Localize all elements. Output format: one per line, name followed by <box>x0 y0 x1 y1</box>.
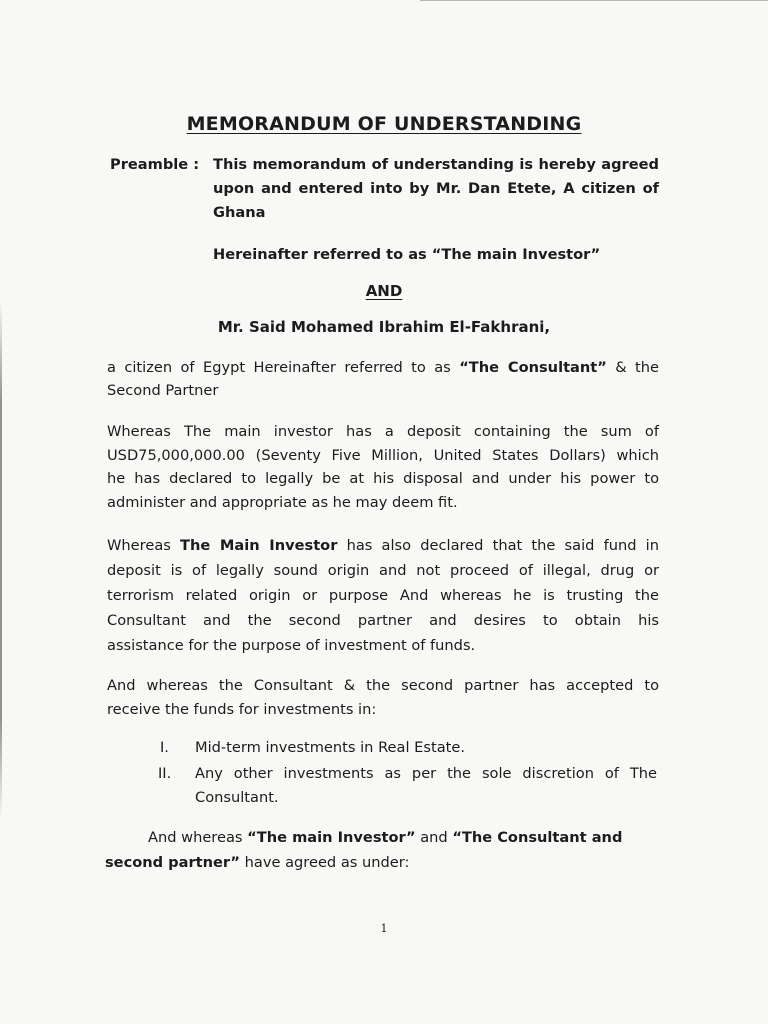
and-heading: AND <box>365 282 403 300</box>
paragraph-line: And whereas “The main Investor” and “The Consultant and <box>148 829 623 846</box>
preamble-text <box>213 153 659 225</box>
document-title: MEMORANDUM OF UNDERSTANDING <box>186 113 582 135</box>
hereinafter-main-investor: Hereinafter referred to as “The main Investor” <box>213 246 601 263</box>
list-item-text <box>195 762 657 810</box>
paragraph-line: USD75,000,000.00 (Seventy Five Million, United States Dollars) which <box>107 446 659 464</box>
final-paragraph-line1 <box>148 826 655 850</box>
list-item-line: Consultant. <box>195 789 279 806</box>
list-number: II. <box>158 765 172 782</box>
consultant-line: Second Partner <box>107 382 219 399</box>
paragraph-line: Whereas The Main Investor has also declared that the said fund in <box>107 537 659 554</box>
preamble-line: Ghana <box>213 204 266 221</box>
list-number: I. <box>160 739 169 756</box>
paragraph-line: deposit is of legally sound origin and not proceed of illegal, drug or <box>107 562 659 579</box>
paragraph-line: receive the funds for investments in: <box>107 700 377 718</box>
paragraph-line: administer and appropriate as he may deem fit. <box>107 493 458 511</box>
whereas-accepted-paragraph <box>107 674 659 721</box>
preamble-line: upon and entered into by Mr. Dan Etete, A citizen of <box>213 180 659 197</box>
list-item-text: Mid-term investments in Real Estate. <box>195 739 465 756</box>
scan-edge-left <box>0 300 2 820</box>
paragraph-line: he has declared to legally be at his disposal and under his power to <box>107 470 659 487</box>
final-paragraph-line2: second partner” have agreed as under: <box>105 854 410 871</box>
paragraph-line: And whereas the Consultant & the second partner has accepted to <box>107 677 659 694</box>
paragraph-line: Whereas The main investor has a deposit containing the sum of <box>107 423 659 440</box>
consultant-paragraph <box>107 356 659 402</box>
scan-edge-top <box>420 0 768 1</box>
consultant-line: a citizen of Egypt Hereinafter referred to as “The Consultant” & the <box>107 359 660 376</box>
paragraph-line: assistance for the purpose of investment of funds. <box>107 637 476 654</box>
paragraph-line: Consultant and the second partner and desires to obtain his <box>107 612 659 629</box>
preamble-line: This memorandum of understanding is hereby agreed <box>213 156 659 173</box>
second-party-name: Mr. Said Mohamed Ibrahim El-Fakhrani, <box>217 318 551 336</box>
preamble-label: Preamble : <box>110 156 200 173</box>
page-number: 1 <box>380 922 388 935</box>
paragraph-line: terrorism related origin or purpose And whereas he is trusting the <box>107 587 659 604</box>
whereas-origin-paragraph <box>107 533 659 658</box>
list-item-line: Any other investments as per the sole discretion of The <box>195 765 657 782</box>
whereas-deposit-paragraph <box>107 420 659 514</box>
